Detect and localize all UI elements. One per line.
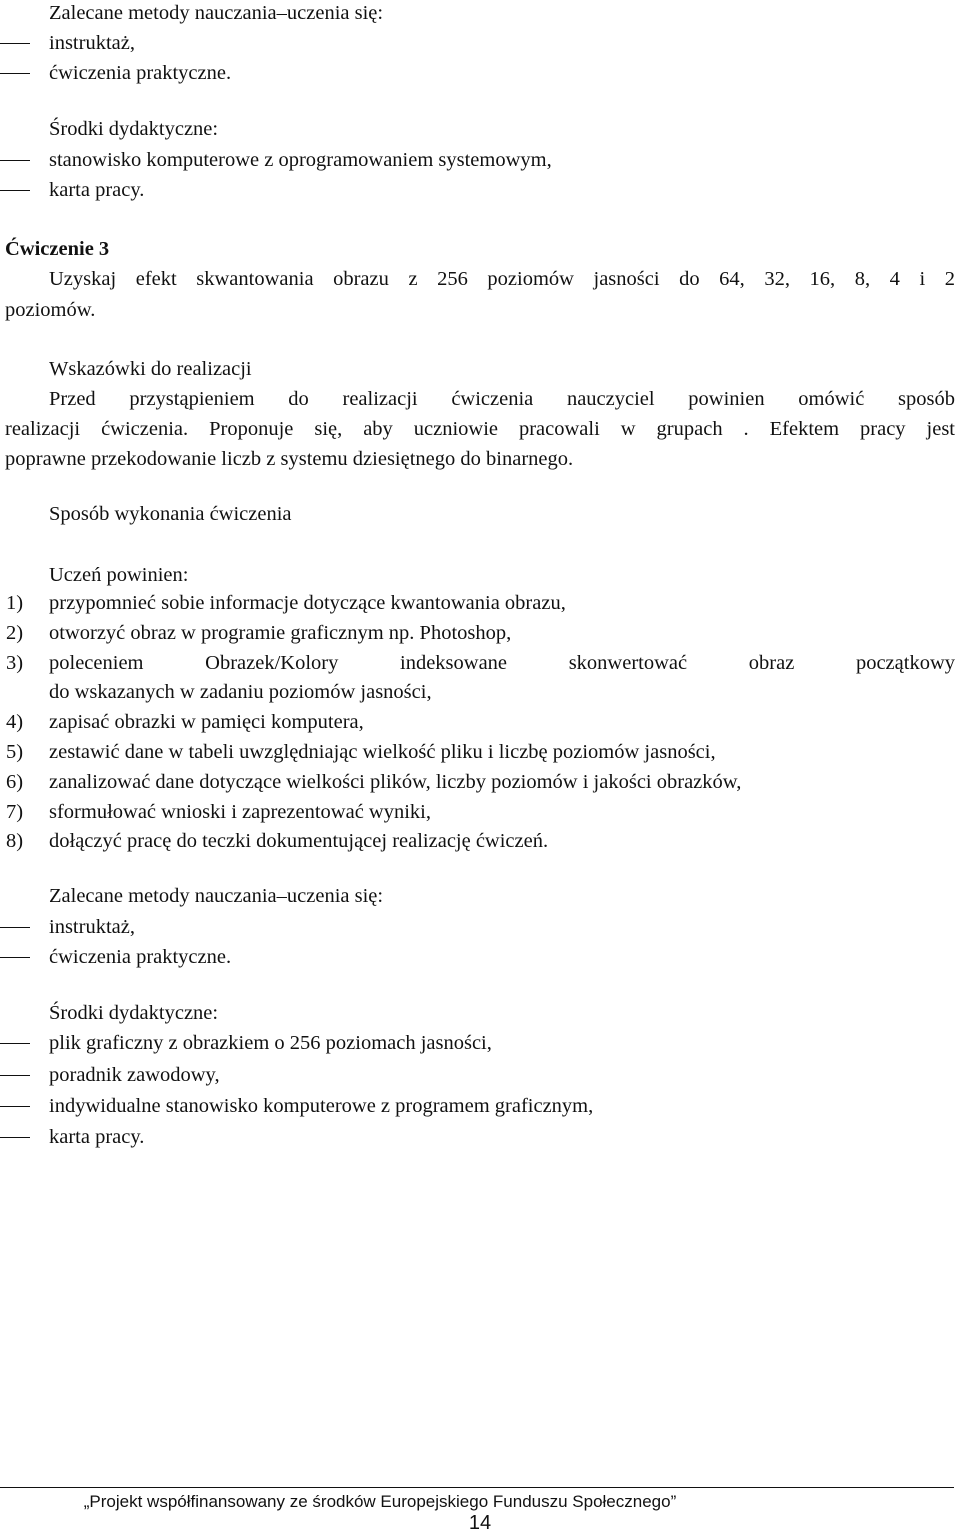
dash-bullet-icon	[0, 190, 30, 191]
dash-bullet-icon	[0, 73, 30, 74]
bullet-item: poradnik zawodowy,	[0, 1060, 960, 1090]
dash-bullet-icon	[0, 927, 30, 928]
bullet-item: ćwiczenia praktyczne.	[0, 58, 960, 88]
methods-heading: Zalecane metody nauczania–uczenia się:	[49, 2, 384, 24]
step-item: 6) zanalizować dane dotyczące wielkości plików, liczby poziomów i jakości obrazków,	[6, 771, 742, 793]
dash-bullet-icon	[0, 160, 30, 161]
method-heading: Sposób wykonania ćwiczenia	[49, 503, 292, 525]
dash-bullet-icon	[0, 1137, 30, 1138]
step-item: 8) dołączyć pracę do teczki dokumentującej realizację ćwiczeń.	[6, 830, 549, 852]
page-number: 14	[468, 1512, 492, 1534]
dash-bullet-icon	[0, 1043, 30, 1044]
dash-bullet-icon	[0, 43, 30, 44]
aids-heading: Środki dydaktyczne:	[49, 118, 219, 140]
bullet-item: karta pracy.	[0, 175, 960, 205]
dash-bullet-icon	[0, 1075, 30, 1076]
step-item: 5) zestawić dane w tabeli uwzględniając wielkość pliku i liczbę poziomów jasności,	[6, 741, 716, 763]
bullet-item: indywidualne stanowisko komputerowe z programem graficznym,	[0, 1091, 960, 1121]
step-item: 3) poleceniem Obrazek/Kolory indeksowane skonwertować obraz początkowy	[6, 652, 955, 674]
bullet-item: instruktaż,	[0, 912, 960, 942]
bullet-item: instruktaż,	[0, 28, 960, 58]
hints-paragraph: Przed przystąpieniem do realizacji ćwiczenia nauczyciel powinien omówić sposób	[49, 388, 955, 410]
exercise-task: Uzyskaj efekt skwantowania obrazu z 256 poziomów jasności do 64, 32, 16, 8, 4 i 2	[49, 268, 955, 290]
student-heading: Uczeń powinien:	[49, 564, 189, 586]
footer-divider	[0, 1487, 954, 1488]
step-item: 4) zapisać obrazki w pamięci komputera,	[6, 711, 364, 733]
bullet-item: plik graficzny z obrazkiem o 256 poziomach jasności,	[0, 1028, 960, 1058]
step-item: 1) przypomnieć sobie informacje dotyczące kwantowania obrazu,	[6, 592, 566, 614]
exercise-task-cont: poziomów.	[5, 299, 96, 321]
bullet-item: karta pracy.	[0, 1122, 960, 1152]
methods-heading: Zalecane metody nauczania–uczenia się:	[49, 885, 384, 907]
aids-heading: Środki dydaktyczne:	[49, 1002, 219, 1024]
bullet-item: stanowisko komputerowe z oprogramowaniem systemowym,	[0, 145, 960, 175]
hints-heading: Wskazówki do realizacji	[49, 358, 252, 380]
hints-paragraph-cont: poprawne przekodowanie liczb z systemu dziesiętnego do binarnego.	[5, 448, 574, 470]
step-item-cont: do wskazanych w zadaniu poziomów jasności,	[49, 681, 432, 703]
bullet-item: ćwiczenia praktyczne.	[0, 942, 960, 972]
hints-paragraph-cont: realizacji ćwiczenia. Proponuje się, aby uczniowie pracowali w grupach . Efektem pracy jest	[5, 418, 955, 440]
footer-text: „Projekt współfinansowany ze środków Europejskiego Funduszu Społecznego”	[83, 1492, 677, 1511]
dash-bullet-icon	[0, 1106, 30, 1107]
exercise-title: Ćwiczenie 3	[5, 238, 110, 260]
dash-bullet-icon	[0, 957, 30, 958]
step-item: 7) sformułować wnioski i zaprezentować wyniki,	[6, 801, 431, 823]
step-item: 2) otworzyć obraz w programie graficznym np. Photoshop,	[6, 622, 512, 644]
